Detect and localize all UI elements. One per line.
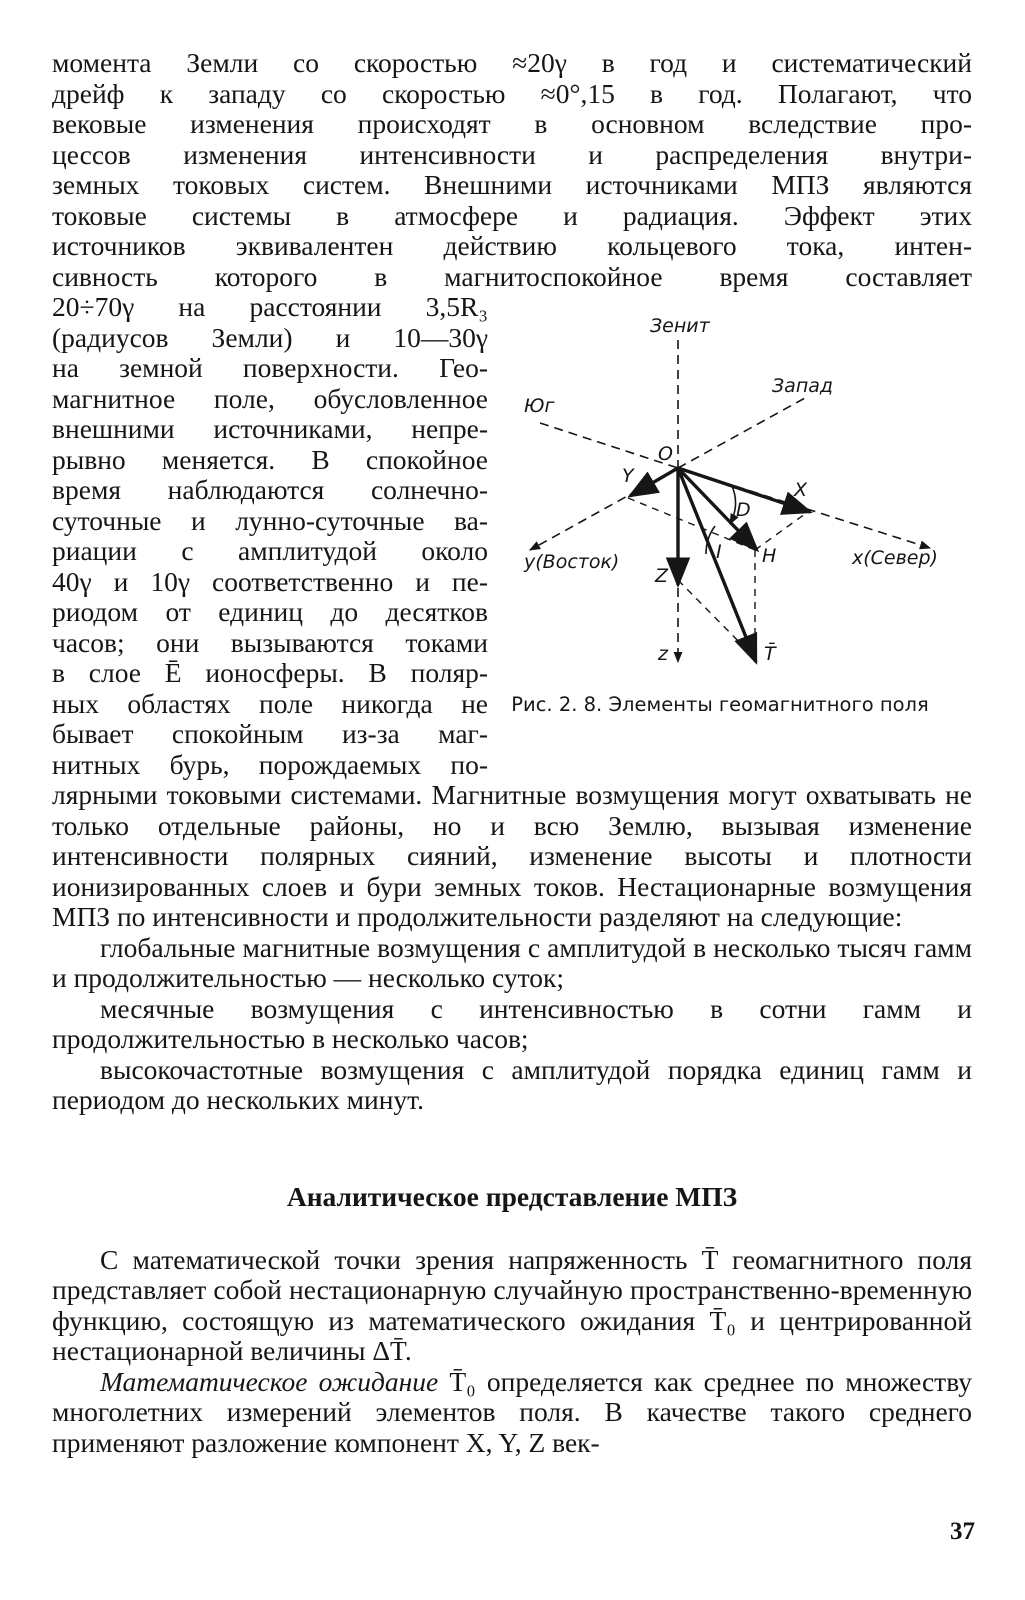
text-line: источников эквивалентен действию кольцевого тока, интен- — [52, 230, 972, 261]
z-upper-label: Z — [655, 565, 669, 587]
text-line: внешними источниками, непре- — [52, 413, 488, 444]
text-line: момента Земли со скоростью ≈20γ в год и систематический — [52, 47, 972, 78]
paragraph: лярными токовыми системами. Магнитные возмущения могут охватывать не только отдельные районы, но и всю Землю, вызывая изменение интенсивности полярных сияний, изменение высоты и плотности ионизированных слоев и бури земных токов. Нестационарные возмущения МПЗ по интенсивности и продолжительности разделяют на следующие: — [52, 779, 972, 932]
text-line: на земной поверхности. Гео- — [52, 352, 488, 383]
text-line: рывно меняется. В спокойное — [52, 443, 488, 475]
geomagnetic-field-figure — [510, 300, 970, 770]
text-line: время наблюдаются солнечно- — [52, 474, 488, 505]
list-item: высокочастотные возмущения с амплитудой порядка единиц гамм и периодом до нескольких минут. — [52, 1053, 972, 1115]
x-label: X — [794, 479, 808, 501]
y-vector — [630, 468, 678, 496]
paragraph — [52, 1367, 972, 1459]
west-label: Запад — [772, 375, 834, 397]
west-axis — [678, 398, 805, 468]
zenith-label: Зенит — [650, 315, 710, 337]
paragraph: С математической точки зрения напряженность T̄ геомагнитного поля представляет собой нестационарную случайную пространственно-временную функцию, состоящую из математического ожидания T̄₀ и центрированной нестационарной величины ΔT̄. — [52, 1243, 972, 1366]
text-line: нитных бурь, порождаемых по- — [52, 748, 488, 780]
text-line: вековые изменения происходят в основном вследствие про- — [52, 108, 972, 139]
figure-caption: Рис. 2. 8. Элементы геомагнитного поля — [511, 693, 929, 716]
text-line: риодом от единиц до десятков — [52, 596, 488, 627]
south-label: Юг — [524, 395, 555, 417]
page-number: 37 — [950, 1518, 975, 1545]
text-line: токовые системы в атмосфере и радиация. Эффект этих — [52, 199, 972, 231]
text-line: суточные и лунно-суточные ва- — [52, 504, 488, 536]
origin-label: О — [658, 443, 673, 465]
field-elements-diagram — [510, 300, 970, 690]
projection-line — [678, 580, 755, 658]
y-label: Y — [622, 465, 634, 487]
north-label: x(Север) — [852, 547, 938, 569]
list-item: месячные возмущения с интенсивностью в сотни гамм и продолжительностью в несколько часов; — [52, 992, 972, 1054]
east-label: y(Восток) — [524, 551, 620, 573]
h-label: H — [762, 545, 777, 567]
text-line: сивность которого в магнитоспокойное время составляет — [52, 260, 972, 292]
text-line: цессов изменения интенсивности и распределения внутри- — [52, 138, 972, 170]
t-label: T̄ — [764, 643, 776, 665]
wrapped-text-block — [52, 292, 488, 780]
text-line: (радиусов Земли) и 10—30γ — [52, 321, 488, 353]
text-line: 20÷70γ на расстоянии 3,5R₃ — [52, 291, 488, 322]
text-line: риации с амплитудой около — [52, 535, 488, 566]
z-lower-label: z — [658, 643, 668, 665]
d-label: D — [736, 499, 751, 521]
t-vector — [678, 468, 756, 662]
text-line: бывает спокойным из-за маг- — [52, 718, 488, 749]
section — [52, 1182, 972, 1458]
text-line: 40γ и 10γ соответственно и пе- — [52, 565, 488, 597]
text-line: дрейф к западу со скоростью ≈0°,15 в год. Полагают, что — [52, 77, 972, 109]
emphasis-term: Математическое ожидание — [100, 1365, 439, 1397]
text-line: земных токовых систем. Внешними источниками МПЗ являются — [52, 169, 972, 200]
text-line: часов; они вызываются токами — [52, 626, 488, 658]
list-item: глобальные магнитные возмущения с амплитудой в несколько тысяч гамм и продолжительностью — несколько суток; — [52, 931, 972, 993]
section-heading: Аналитическое представление МПЗ — [286, 1181, 738, 1212]
text-line: магнитное поле, обусловленное — [52, 382, 488, 414]
paragraph-text: T̄₀ определяется как среднее по множеству многолетних измерений элементов поля. В качестве такого среднего применяют разложение компонент X, Y, Z век- — [52, 1365, 972, 1458]
declination-arc — [730, 486, 736, 524]
text-line: ных областях поле никогда не — [52, 687, 488, 719]
text-line: в слое Ē ионосферы. В поляр- — [52, 657, 488, 688]
i-label: I — [716, 541, 722, 563]
